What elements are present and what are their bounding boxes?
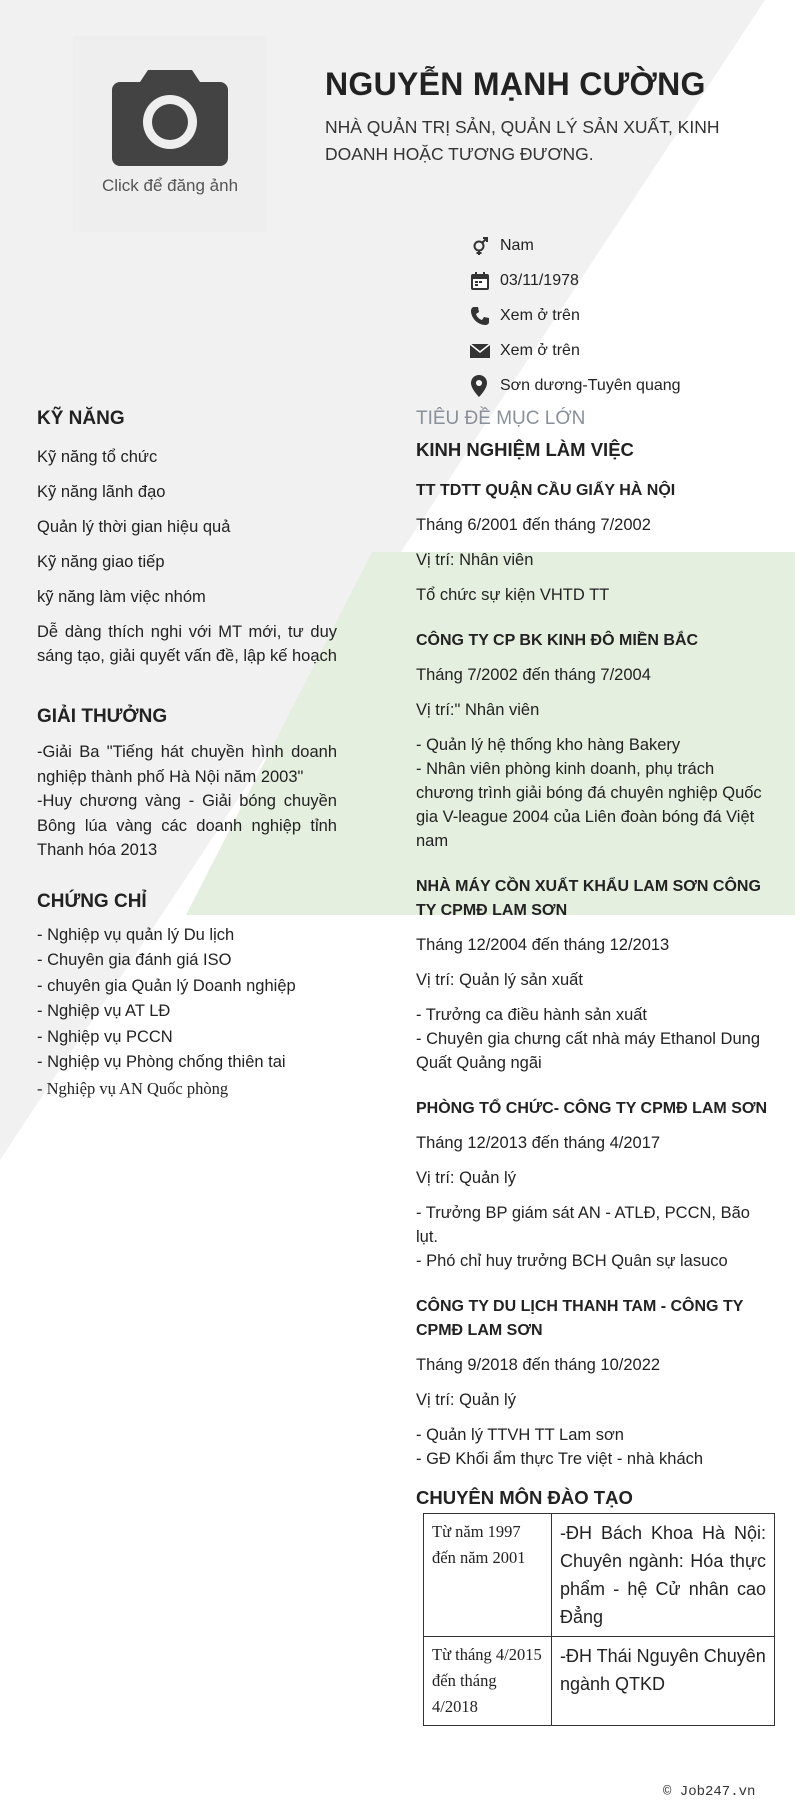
experience-company: PHÒNG TỔ CHỨC- CÔNG TY CPMĐ LAM SƠN <box>416 1100 768 1117</box>
calendar-icon <box>470 270 500 292</box>
experience-company: CÔNG TY CP BK KINH ĐÔ MIỀN BẮC <box>416 632 699 649</box>
education-time: Từ năm 1997 đến năm 2001 <box>424 1514 552 1637</box>
contact-email <box>470 333 770 368</box>
experience-desc: - Chuyên gia chưng cất nhà máy Ethanol Dung Quất Quảng ngãi <box>416 1030 761 1072</box>
email-value: Xem ở trên <box>500 341 580 359</box>
certificate-item: - Nghiệp vụ Phòng chống thiên tai <box>37 1053 286 1071</box>
phone-value: Xem ở trên <box>500 306 580 324</box>
email-icon <box>470 340 500 362</box>
contact-birthday <box>470 263 770 298</box>
skills-title: KỸ NĂNG <box>37 408 125 429</box>
contact-address <box>470 368 770 403</box>
awards-title: GIẢI THƯỞNG <box>37 706 168 727</box>
experience-item <box>416 1097 771 1273</box>
certificates-title: CHỨNG CHỈ <box>37 890 147 912</box>
birthday-value: 03/11/1978 <box>500 271 579 289</box>
skill-item: Kỹ năng lãnh đạo <box>37 483 166 501</box>
award-item: -Huy chương vàng - Giải bóng chuyền Bông lúa vàng các doanh nghiệp tỉnh Thanh hóa 2013 <box>37 792 337 859</box>
contact-phone <box>470 298 770 333</box>
experience-position: Vị trí: Quản lý <box>416 1391 516 1409</box>
experience-company: TT TDTT QUẬN CẦU GIẤY HÀ NỘI <box>416 482 676 499</box>
experience-position: Vị trí: Nhân viên <box>416 551 534 569</box>
experience-desc: - Quản lý hệ thống kho hàng Bakery <box>416 736 681 754</box>
phone-icon <box>470 305 500 327</box>
experience-item <box>416 875 771 1075</box>
contact-gender <box>470 228 770 263</box>
right-column <box>416 408 771 1726</box>
experience-desc: - Phó chỉ huy trưởng BCH Quân sự lasuco <box>416 1252 728 1270</box>
gender-icon <box>470 235 500 257</box>
table-row <box>424 1514 775 1637</box>
education-table <box>423 1513 775 1726</box>
experience-company: NHÀ MÁY CỒN XUẤT KHẨU LAM SƠN CÔNG TY CPMĐ LAM SƠN <box>416 878 761 919</box>
experience-item <box>416 629 771 853</box>
photo-upload[interactable] <box>73 36 267 232</box>
skill-item: kỹ năng làm việc nhóm <box>37 588 206 606</box>
experience-desc: - Trưởng ca điều hành sản xuất <box>416 1006 647 1024</box>
candidate-name: NGUYỄN MẠNH CƯỜNG <box>325 66 706 102</box>
skill-item: Kỹ năng tổ chức <box>37 448 158 466</box>
experience-period: Tháng 7/2002 đến tháng 7/2004 <box>416 666 651 684</box>
experience-company: CÔNG TY DU LỊCH THANH TAM - CÔNG TY CPMĐ LAM SƠN <box>416 1298 744 1339</box>
skill-item: Kỹ năng giao tiếp <box>37 553 165 571</box>
certificate-item: - Nghiệp vụ PCCN <box>37 1027 173 1046</box>
skill-item: Quản lý thời gian hiệu quả <box>37 518 231 536</box>
certificate-item: - chuyên gia Quản lý Doanh nghiệp <box>37 976 296 995</box>
experience-period: Tháng 9/2018 đến tháng 10/2022 <box>416 1356 661 1374</box>
certificate-item: - Chuyên gia đánh giá ISO <box>37 951 232 969</box>
education-time: Từ tháng 4/2015 đến tháng 4/2018 <box>424 1637 552 1726</box>
experience-desc: - Quản lý TTVH TT Lam sơn <box>416 1426 624 1444</box>
experience-desc: Tổ chức sự kiện VHTD TT <box>416 586 610 604</box>
award-item: -Giải Ba "Tiếng hát chuyền hình doanh nghiệp thành phố Hà Nội năm 2003" <box>37 743 337 786</box>
experience-position: Vị trí: Quản lý sản xuất <box>416 971 583 989</box>
experience-period: Tháng 12/2013 đến tháng 4/2017 <box>416 1134 661 1152</box>
gender-value: Nam <box>500 236 534 254</box>
experience-item <box>416 479 771 607</box>
experience-position: Vị trí:" Nhân viên <box>416 701 540 719</box>
experience-title: KINH NGHIỆM LÀM VIỆC <box>416 439 634 460</box>
experience-desc: - Trưởng BP giám sát AN - ATLĐ, PCCN, Bão lụt. <box>416 1204 750 1246</box>
skill-item: Dễ dàng thích nghi với MT mới, tư duy sáng tạo, giải quyết vấn đề, lập kế hoạch <box>37 623 337 665</box>
photo-upload-label: Click để đăng ảnh <box>101 176 239 195</box>
experience-position: Vị trí: Quản lý <box>416 1169 516 1187</box>
experience-desc: - Nhân viên phòng kinh doanh, phụ trách chương trình giải bóng đá chuyên nghiệp Quốc gia V-league 2004 của Liên đoàn bóng đá Việt nam <box>416 760 762 850</box>
education-title: CHUYÊN MÔN ĐÀO TẠO <box>416 1487 633 1508</box>
education-detail: -ĐH Thái Nguyên Chuyên ngành QTKD <box>552 1637 775 1726</box>
experience-item <box>416 1295 771 1471</box>
certificate-item: - Nghiệp vụ AN Quốc phòng <box>37 1078 229 1098</box>
experience-desc: - GĐ Khối ẩm thực Tre việt - nhà khách <box>416 1450 704 1468</box>
address-value: Sơn dương-Tuyên quang <box>500 376 681 394</box>
certificate-item: - Nghiệp vụ quản lý Du lịch <box>37 925 235 944</box>
experience-period: Tháng 12/2004 đến tháng 12/2013 <box>416 936 670 954</box>
footer-credit: © Job247.vn <box>663 1784 756 1800</box>
left-column <box>37 408 337 1101</box>
contact-info <box>470 228 770 403</box>
certificate-item: - Nghiệp vụ AT LĐ <box>37 1002 171 1020</box>
location-icon <box>470 375 500 397</box>
experience-period: Tháng 6/2001 đến tháng 7/2002 <box>416 516 651 534</box>
big-section-label: TIÊU ĐỀ MỤC LỚN <box>416 408 586 429</box>
table-row <box>424 1637 775 1726</box>
camera-icon <box>112 64 228 166</box>
education-detail: -ĐH Bách Khoa Hà Nội: Chuyên ngành: Hóa thực phẩm - hệ Cử nhân cao Đẳng <box>552 1514 775 1637</box>
job-title: NHÀ QUẢN TRỊ SẢN, QUẢN LÝ SẢN XUẤT, KINH DOANH HOẶC TƯƠNG ĐƯƠNG. <box>325 117 720 164</box>
